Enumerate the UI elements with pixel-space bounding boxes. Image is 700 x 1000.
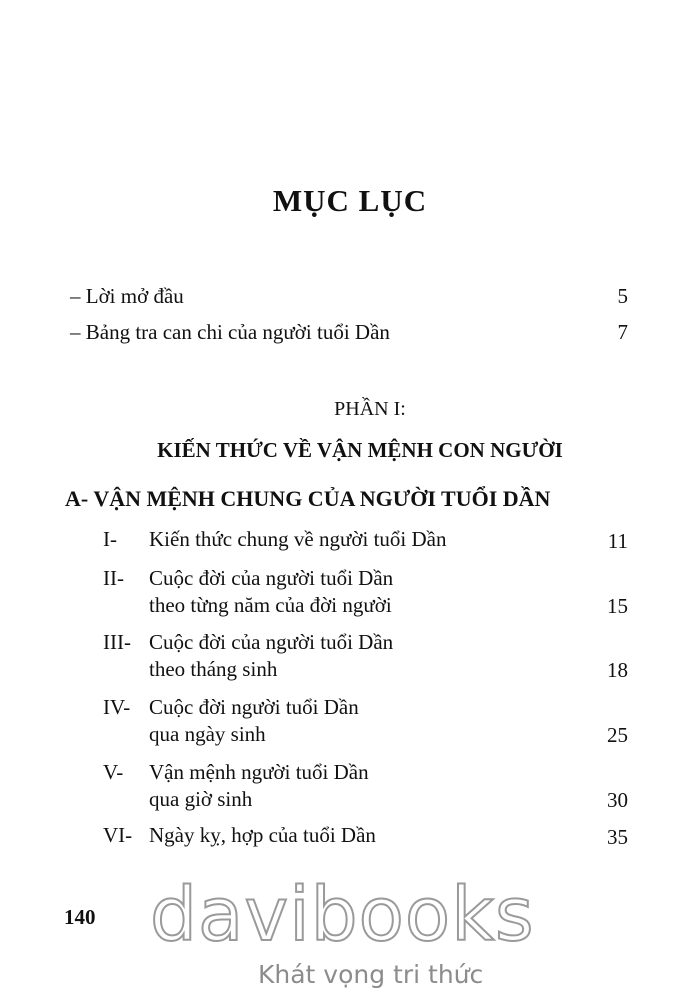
- toc-entry-page: 11: [607, 529, 628, 553]
- toc-entry-label: – Bảng tra can chi của người tuổi Dần: [70, 320, 390, 344]
- toc-entry-number: V-: [103, 760, 124, 784]
- toc-entry-title: Cuộc đời của người tuổi Dần: [149, 566, 394, 590]
- toc-entry-number: II-: [103, 566, 124, 590]
- toc-entry-number: IV-: [103, 695, 131, 719]
- toc-entry[interactable]: [103, 758, 628, 814]
- toc-entry-lookup-table[interactable]: [70, 320, 628, 348]
- toc-entry[interactable]: [103, 628, 628, 684]
- toc-entry-label: – Lời mở đầu: [70, 284, 184, 308]
- toc-entry[interactable]: [103, 564, 628, 620]
- toc-entry-title-continued: qua giờ sinh: [149, 787, 253, 811]
- toc-entry-number: III-: [103, 630, 131, 654]
- toc-entry-page: 35: [607, 825, 628, 849]
- toc-entry-page: 30: [607, 788, 628, 812]
- toc-entry-title: Cuộc đời người tuổi Dần: [149, 695, 359, 719]
- toc-entry[interactable]: [103, 821, 628, 849]
- toc-entry-title-continued: qua ngày sinh: [149, 722, 266, 746]
- toc-entry-title: Vận mệnh người tuổi Dần: [149, 760, 369, 784]
- toc-entry-title: Kiến thức chung về người tuổi Dần: [149, 527, 447, 551]
- page-title: MỤC LỤC: [272, 183, 428, 218]
- toc-entry[interactable]: [103, 693, 628, 749]
- toc-entry-page: 7: [617, 320, 628, 344]
- toc-entry-title-continued: theo tháng sinh: [149, 657, 278, 681]
- toc-entry-title: Cuộc đời của người tuổi Dần: [149, 630, 394, 654]
- toc-entry-number: I-: [103, 527, 117, 551]
- watermark-brand: davibooks: [150, 872, 535, 958]
- toc-entry-page: 25: [607, 723, 628, 747]
- toc-entry[interactable]: [103, 525, 628, 553]
- toc-entry-page: 18: [607, 658, 628, 682]
- part-number: PHẦN I:: [334, 398, 406, 420]
- part-title: KIẾN THỨC VỀ VẬN MỆNH CON NGƯỜI: [157, 438, 563, 462]
- watermark-tagline: Khát vọng tri thức: [258, 960, 484, 989]
- toc-entry-page: 5: [617, 284, 628, 308]
- toc-entry-title-continued: theo từng năm của đời người: [149, 593, 392, 617]
- toc-entry-page: 15: [607, 594, 628, 618]
- toc-entry-preface[interactable]: [70, 284, 628, 312]
- toc-entry-title: Ngày kỵ, hợp của tuổi Dần: [149, 823, 376, 847]
- section-heading: A- VẬN MỆNH CHUNG CỦA NGƯỜI TUỔI DẦN: [65, 486, 551, 511]
- toc-entry-number: VI-: [103, 823, 133, 847]
- page-number: 140: [64, 905, 96, 929]
